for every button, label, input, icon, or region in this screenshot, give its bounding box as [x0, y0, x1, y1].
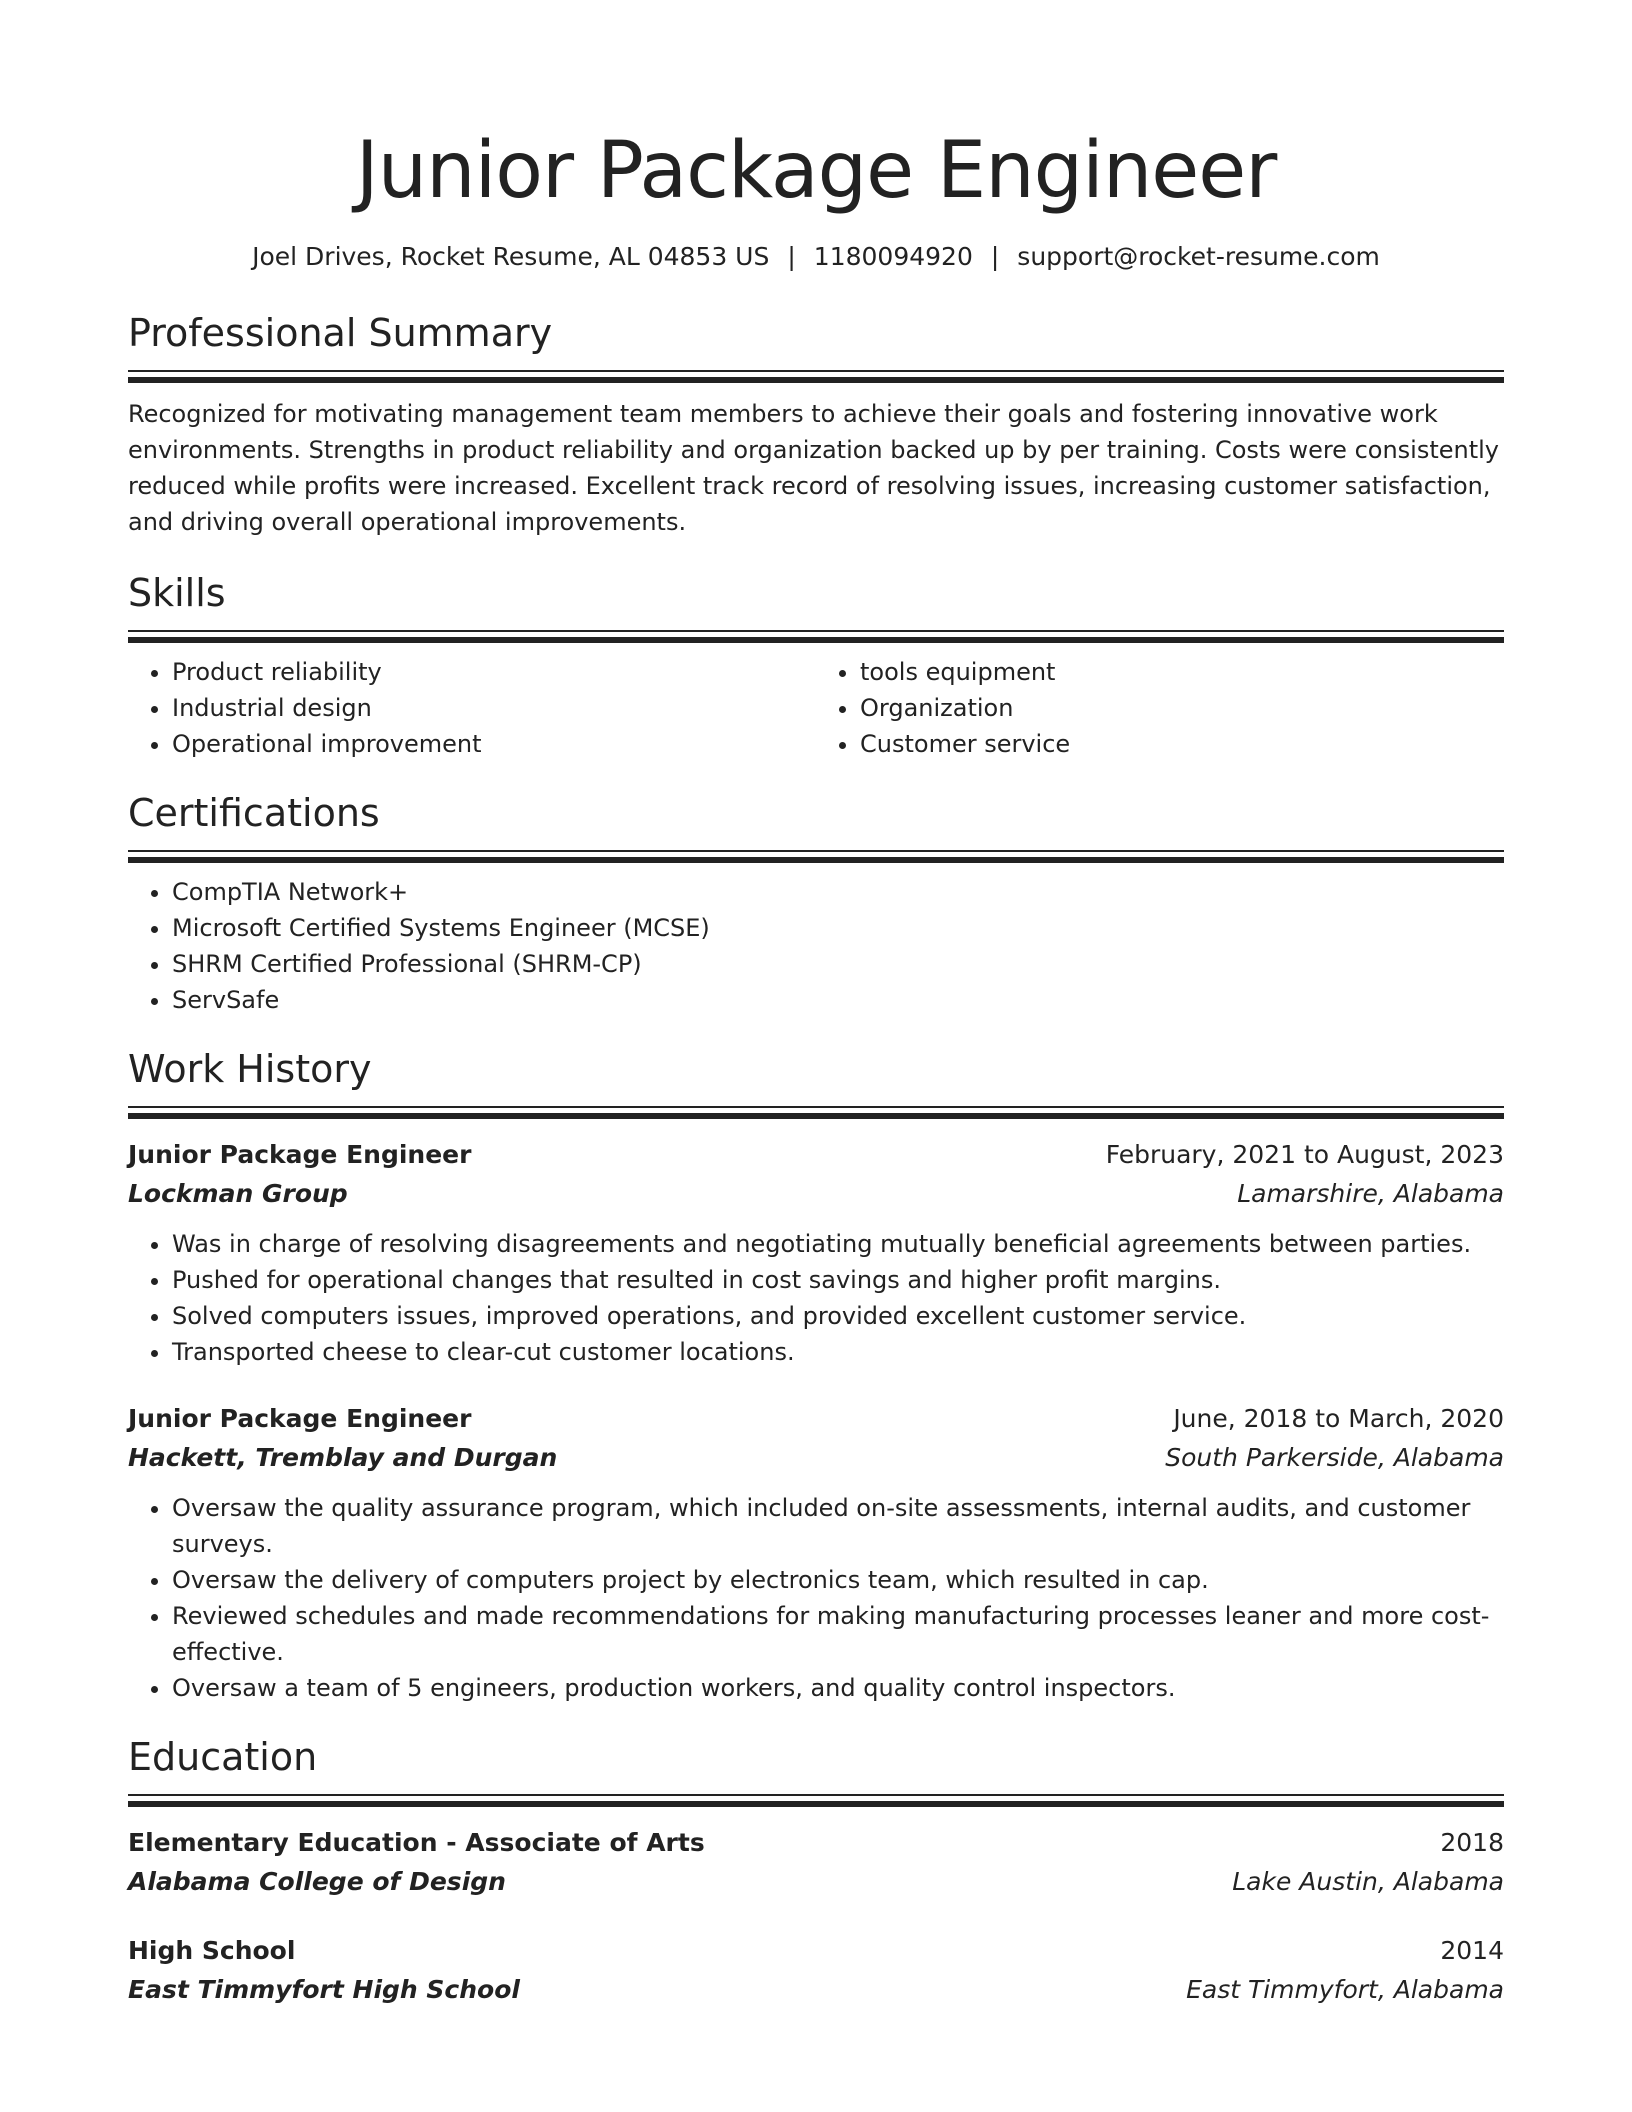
job-bullets: [128, 1226, 1504, 1370]
job-bullet: • Pushed for operational changes that resulted in cost savings and higher profit margins.: [172, 1262, 1504, 1298]
job-company: Lockman Group: [128, 1179, 348, 1208]
section-title-summary: Professional Summary: [128, 311, 553, 355]
certification-item: • Microsoft Certified Systems Engineer (MCSE): [172, 910, 1504, 946]
certification-item: • SHRM Certified Professional (SHRM-CP): [172, 946, 1504, 982]
section-title-certifications: Certifications: [128, 791, 380, 835]
education-school-row: [128, 1970, 1504, 2010]
section-divider: [128, 630, 1504, 644]
job-header-row: [128, 1400, 1504, 1438]
contact-address: Joel Drives, Rocket Resume, AL 04853 US: [252, 242, 770, 271]
summary-section: [128, 308, 1504, 540]
section-divider: [128, 850, 1504, 864]
section-title-skills: Skills: [128, 571, 226, 615]
education-location: Lake Austin, Alabama: [1232, 1867, 1504, 1896]
job-dates: June, 2018 to March, 2020: [1173, 1404, 1504, 1433]
job-entry: [128, 1400, 1504, 1706]
contact-email: support@rocket-resume.com: [1017, 242, 1380, 271]
job-dates: February, 2021 to August, 2023: [1105, 1140, 1504, 1169]
job-entry: [128, 1136, 1504, 1370]
job-bullet: • Transported cheese to clear-cut customer locations.: [172, 1334, 1504, 1370]
job-company: Hackett, Tremblay and Durgan: [128, 1443, 558, 1472]
education-school: East Timmyfort High School: [128, 1975, 520, 2004]
section-title-work-history: Work History: [128, 1047, 372, 1091]
job-bullet: • Reviewed schedules and made recommendations for making manufacturing processes leaner and more cost-effective.: [172, 1598, 1504, 1670]
education-school: Alabama College of Design: [128, 1867, 506, 1896]
education-section: [128, 1732, 1504, 2010]
contact-separator: |: [990, 242, 1000, 271]
job-bullet: • Oversaw the delivery of computers project by electronics team, which resulted in cap.: [172, 1562, 1504, 1598]
job-bullet: • Oversaw a team of 5 engineers, production workers, and quality control inspectors.: [172, 1670, 1504, 1706]
education-year: 2018: [1440, 1828, 1504, 1857]
certifications-list: [128, 874, 1504, 1018]
skill-item: • Customer service: [860, 726, 1504, 762]
education-header-row: [128, 1932, 1504, 1970]
certification-item: • CompTIA Network+: [172, 874, 1504, 910]
contact-separator: |: [787, 242, 796, 271]
education-header-row: [128, 1824, 1504, 1862]
skill-item: • tools equipment: [860, 654, 1504, 690]
job-bullets: [128, 1490, 1504, 1706]
contact-phone: 1180094920: [813, 242, 973, 271]
skills-columns: [128, 644, 1504, 762]
job-title: Junior Package Engineer: [128, 1404, 472, 1433]
education-degree: Elementary Education - Associate of Arts: [128, 1828, 705, 1857]
job-bullet: • Oversaw the quality assurance program, which included on-site assessments, internal audits, and customer surveys.: [172, 1490, 1504, 1562]
job-bullet: • Solved computers issues, improved operations, and provided excellent customer service.: [172, 1298, 1504, 1334]
education-entry: [128, 1824, 1504, 1902]
contact-line: [128, 240, 1504, 274]
job-title: Junior Package Engineer: [128, 1140, 472, 1169]
skill-item: • Organization: [860, 690, 1504, 726]
education-year: 2014: [1440, 1936, 1504, 1965]
skill-item: • Operational improvement: [172, 726, 816, 762]
job-company-row: [128, 1438, 1504, 1478]
skills-list-right: [816, 654, 1504, 762]
section-divider: [128, 1106, 1504, 1120]
skills-section: [128, 568, 1504, 762]
job-header-row: [128, 1136, 1504, 1174]
work-history-section: [128, 1044, 1504, 1706]
education-entry: [128, 1932, 1504, 2010]
section-divider: [128, 1794, 1504, 1808]
job-location: Lamarshire, Alabama: [1237, 1179, 1504, 1208]
job-bullet: • Was in charge of resolving disagreements and negotiating mutually beneficial agreements between parties.: [172, 1226, 1504, 1262]
summary-text: Recognized for motivating management team members to achieve their goals and fostering innovative work environments. Strengths in product reliability and organization backed up by per training. Costs were consistently reduced while profits were increased. Excellent track record of resolving issues, increasing customer satisfaction, and driving overall operational improvements.: [128, 400, 1499, 536]
section-divider: [128, 370, 1504, 384]
education-school-row: [128, 1862, 1504, 1902]
job-company-row: [128, 1174, 1504, 1214]
certification-item: • ServSafe: [172, 982, 1504, 1018]
education-degree: High School: [128, 1936, 296, 1965]
section-title-education: Education: [128, 1735, 318, 1779]
certifications-section: [128, 788, 1504, 1018]
skill-item: • Industrial design: [172, 690, 816, 726]
resume-name: Junior Package Engineer: [355, 126, 1277, 216]
skills-list-left: [128, 654, 816, 762]
education-location: East Timmyfort, Alabama: [1186, 1975, 1504, 2004]
skill-item: • Product reliability: [172, 654, 816, 690]
job-location: South Parkerside, Alabama: [1165, 1443, 1504, 1472]
